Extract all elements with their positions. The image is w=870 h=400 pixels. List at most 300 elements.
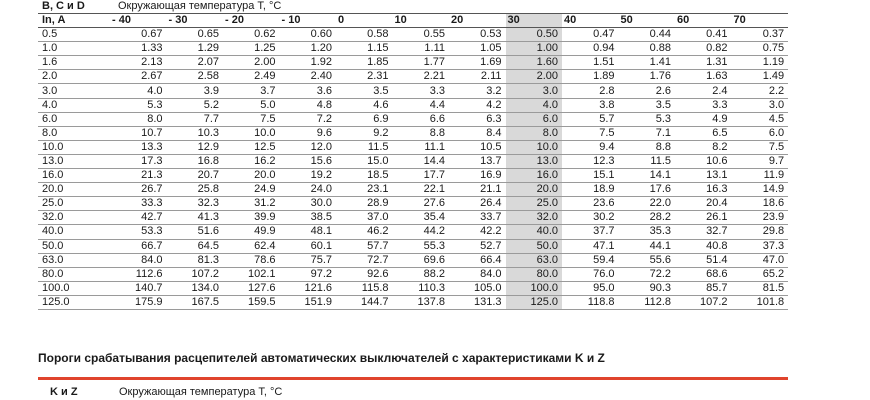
row-header: In, A <box>38 14 110 28</box>
threshold-cell: 8.4 <box>449 126 506 140</box>
threshold-cell: 16.9 <box>449 169 506 183</box>
threshold-cell: 6.5 <box>675 126 732 140</box>
threshold-cell: 16.3 <box>675 183 732 197</box>
threshold-cell: 35.3 <box>619 225 676 239</box>
derating-table <box>38 0 788 310</box>
threshold-cell: 0.37 <box>732 28 789 42</box>
table-row <box>38 98 788 112</box>
threshold-cell: 14.1 <box>619 169 676 183</box>
threshold-cell: 2.40 <box>280 70 337 84</box>
threshold-cell: 80.0 <box>506 267 563 281</box>
current-rating-cell: 50.0 <box>38 239 110 253</box>
current-rating-cell: 4.0 <box>38 98 110 112</box>
threshold-cell: 90.3 <box>619 281 676 295</box>
kz-series-label: K и Z <box>50 386 78 398</box>
threshold-cell: 26.7 <box>110 183 167 197</box>
threshold-cell: 10.0 <box>223 126 280 140</box>
current-rating-cell: 63.0 <box>38 253 110 267</box>
threshold-cell: 66.7 <box>110 239 167 253</box>
threshold-cell: 0.94 <box>562 42 619 56</box>
threshold-cell: 26.4 <box>449 197 506 211</box>
threshold-cell: 2.00 <box>506 70 563 84</box>
temperature-column-header: 40 <box>562 14 619 28</box>
threshold-cell: 2.11 <box>449 70 506 84</box>
threshold-cell: 55.3 <box>393 239 450 253</box>
threshold-cell: 175.9 <box>110 295 167 309</box>
table-row <box>38 28 788 42</box>
temperature-column-header: - 10 <box>280 14 337 28</box>
current-rating-cell: 2.0 <box>38 70 110 84</box>
temperature-column-header: 10 <box>393 14 450 28</box>
current-rating-cell: 10.0 <box>38 140 110 154</box>
threshold-cell: 140.7 <box>110 281 167 295</box>
threshold-cell: 1.89 <box>562 70 619 84</box>
threshold-cell: 14.4 <box>393 154 450 168</box>
threshold-cell: 3.5 <box>336 84 393 98</box>
table-row <box>38 42 788 56</box>
current-rating-cell: 80.0 <box>38 267 110 281</box>
table-row <box>38 239 788 253</box>
threshold-cell: 1.00 <box>506 42 563 56</box>
threshold-cell: 0.75 <box>732 42 789 56</box>
threshold-cell: 1.51 <box>562 56 619 70</box>
threshold-cell: 1.92 <box>280 56 337 70</box>
threshold-cell: 10.6 <box>675 154 732 168</box>
threshold-cell: 1.29 <box>167 42 224 56</box>
threshold-cell: 134.0 <box>167 281 224 295</box>
threshold-cell: 8.2 <box>675 140 732 154</box>
threshold-cell: 88.2 <box>393 267 450 281</box>
threshold-cell: 50.0 <box>506 239 563 253</box>
threshold-cell: 35.4 <box>393 211 450 225</box>
threshold-cell: 13.7 <box>449 154 506 168</box>
threshold-cell: 115.8 <box>336 281 393 295</box>
threshold-cell: 3.0 <box>732 98 789 112</box>
threshold-cell: 23.6 <box>562 197 619 211</box>
threshold-cell: 127.6 <box>223 281 280 295</box>
threshold-cell: 2.4 <box>675 84 732 98</box>
threshold-cell: 1.25 <box>223 42 280 56</box>
threshold-cell: 0.67 <box>110 28 167 42</box>
threshold-cell: 7.1 <box>619 126 676 140</box>
temperature-column-header: - 30 <box>167 14 224 28</box>
threshold-cell: 10.7 <box>110 126 167 140</box>
threshold-cell: 1.60 <box>506 56 563 70</box>
threshold-cell: 1.31 <box>675 56 732 70</box>
threshold-cell: 20.0 <box>223 169 280 183</box>
threshold-cell: 97.2 <box>280 267 337 281</box>
current-rating-cell: 125.0 <box>38 295 110 309</box>
table-row <box>38 211 788 225</box>
threshold-cell: 2.58 <box>167 70 224 84</box>
threshold-cell: 15.1 <box>562 169 619 183</box>
threshold-cell: 75.7 <box>280 253 337 267</box>
threshold-cell: 1.63 <box>675 70 732 84</box>
threshold-cell: 46.2 <box>336 225 393 239</box>
threshold-cell: 1.85 <box>336 56 393 70</box>
threshold-cell: 29.8 <box>732 225 789 239</box>
threshold-cell: 8.0 <box>506 126 563 140</box>
threshold-cell: 112.8 <box>619 295 676 309</box>
threshold-cell: 1.33 <box>110 42 167 56</box>
threshold-cell: 121.6 <box>280 281 337 295</box>
threshold-cell: 16.8 <box>167 154 224 168</box>
temperature-column-header: - 40 <box>110 14 167 28</box>
threshold-cell: 51.6 <box>167 225 224 239</box>
threshold-cell: 125.0 <box>506 295 563 309</box>
threshold-cell: 11.9 <box>732 169 789 183</box>
threshold-cell: 4.8 <box>280 98 337 112</box>
threshold-cell: 15.0 <box>336 154 393 168</box>
temperature-caption: Окружающая температура T, °C <box>118 0 282 12</box>
threshold-cell: 3.3 <box>393 84 450 98</box>
table-row <box>38 56 788 70</box>
threshold-cell: 23.9 <box>732 211 789 225</box>
threshold-cell: 68.6 <box>675 267 732 281</box>
threshold-cell: 137.8 <box>393 295 450 309</box>
threshold-cell: 66.4 <box>449 253 506 267</box>
temperature-column-header: 50 <box>619 14 676 28</box>
threshold-cell: 6.9 <box>336 112 393 126</box>
threshold-cell: 22.0 <box>619 197 676 211</box>
threshold-cell: 102.1 <box>223 267 280 281</box>
threshold-cell: 18.6 <box>732 197 789 211</box>
threshold-cell: 0.50 <box>506 28 563 42</box>
threshold-cell: 20.7 <box>167 169 224 183</box>
threshold-cell: 0.41 <box>675 28 732 42</box>
threshold-cell: 9.7 <box>732 154 789 168</box>
threshold-cell: 4.0 <box>506 98 563 112</box>
threshold-cell: 3.6 <box>280 84 337 98</box>
threshold-cell: 39.9 <box>223 211 280 225</box>
series-label: B, C и D <box>42 0 85 12</box>
threshold-cell: 63.0 <box>506 253 563 267</box>
threshold-cell: 0.55 <box>393 28 450 42</box>
threshold-cell: 0.88 <box>619 42 676 56</box>
threshold-cell: 41.3 <box>167 211 224 225</box>
threshold-cell: 0.62 <box>223 28 280 42</box>
threshold-cell: 13.0 <box>506 154 563 168</box>
threshold-cell: 1.19 <box>732 56 789 70</box>
temperature-column-header: 70 <box>732 14 789 28</box>
threshold-cell: 47.0 <box>732 253 789 267</box>
threshold-cell: 12.9 <box>167 140 224 154</box>
threshold-cell: 5.7 <box>562 112 619 126</box>
threshold-cell: 21.1 <box>449 183 506 197</box>
threshold-cell: 6.6 <box>393 112 450 126</box>
current-rating-cell: 25.0 <box>38 197 110 211</box>
threshold-cell: 6.3 <box>449 112 506 126</box>
current-rating-cell: 20.0 <box>38 183 110 197</box>
threshold-cell: 13.3 <box>110 140 167 154</box>
threshold-cell: 72.7 <box>336 253 393 267</box>
threshold-cell: 52.7 <box>449 239 506 253</box>
threshold-cell: 0.53 <box>449 28 506 42</box>
table-row <box>38 126 788 140</box>
threshold-cell: 14.9 <box>732 183 789 197</box>
table-row <box>38 267 788 281</box>
threshold-cell: 2.49 <box>223 70 280 84</box>
threshold-cell: 7.5 <box>562 126 619 140</box>
threshold-cell: 13.1 <box>675 169 732 183</box>
threshold-cell: 40.8 <box>675 239 732 253</box>
threshold-cell: 7.5 <box>223 112 280 126</box>
threshold-cell: 4.9 <box>675 112 732 126</box>
threshold-cell: 12.3 <box>562 154 619 168</box>
threshold-cell: 100.0 <box>506 281 563 295</box>
threshold-cell: 25.0 <box>506 197 563 211</box>
threshold-cell: 7.2 <box>280 112 337 126</box>
threshold-cell: 6.0 <box>732 126 789 140</box>
threshold-cell: 11.5 <box>336 140 393 154</box>
current-rating-cell: 0.5 <box>38 28 110 42</box>
threshold-cell: 3.2 <box>449 84 506 98</box>
threshold-cell: 12.0 <box>280 140 337 154</box>
threshold-cell: 44.1 <box>619 239 676 253</box>
threshold-cell: 31.2 <box>223 197 280 211</box>
current-rating-cell: 40.0 <box>38 225 110 239</box>
table-row <box>38 112 788 126</box>
threshold-cell: 2.6 <box>619 84 676 98</box>
threshold-cell: 53.3 <box>110 225 167 239</box>
threshold-cell: 110.3 <box>393 281 450 295</box>
table-row <box>38 84 788 98</box>
current-rating-cell: 13.0 <box>38 154 110 168</box>
threshold-cell: 55.6 <box>619 253 676 267</box>
threshold-cell: 84.0 <box>110 253 167 267</box>
threshold-cell: 9.2 <box>336 126 393 140</box>
temperature-column-header: 60 <box>675 14 732 28</box>
threshold-cell: 1.05 <box>449 42 506 56</box>
threshold-cell: 2.00 <box>223 56 280 70</box>
threshold-cell: 1.11 <box>393 42 450 56</box>
threshold-cell: 32.0 <box>506 211 563 225</box>
threshold-cell: 1.69 <box>449 56 506 70</box>
threshold-cell: 32.7 <box>675 225 732 239</box>
threshold-cell: 27.6 <box>393 197 450 211</box>
threshold-cell: 64.5 <box>167 239 224 253</box>
threshold-cell: 1.49 <box>732 70 789 84</box>
threshold-cell: 81.3 <box>167 253 224 267</box>
threshold-cell: 144.7 <box>336 295 393 309</box>
threshold-cell: 20.4 <box>675 197 732 211</box>
threshold-cell: 44.2 <box>393 225 450 239</box>
current-rating-cell: 32.0 <box>38 211 110 225</box>
threshold-cell: 16.2 <box>223 154 280 168</box>
threshold-cell: 28.2 <box>619 211 676 225</box>
threshold-cell: 59.4 <box>562 253 619 267</box>
threshold-cell: 10.5 <box>449 140 506 154</box>
threshold-cell: 2.8 <box>562 84 619 98</box>
threshold-cell: 21.3 <box>110 169 167 183</box>
threshold-cell: 25.8 <box>167 183 224 197</box>
threshold-cell: 0.58 <box>336 28 393 42</box>
threshold-cell: 37.0 <box>336 211 393 225</box>
temperature-column-header: 20 <box>449 14 506 28</box>
threshold-cell: 17.6 <box>619 183 676 197</box>
current-rating-cell: 1.0 <box>38 42 110 56</box>
threshold-cell: 105.0 <box>449 281 506 295</box>
table-row <box>38 70 788 84</box>
threshold-cell: 49.9 <box>223 225 280 239</box>
threshold-cell: 60.1 <box>280 239 337 253</box>
threshold-cell: 92.6 <box>336 267 393 281</box>
threshold-cell: 4.4 <box>393 98 450 112</box>
threshold-cell: 5.0 <box>223 98 280 112</box>
threshold-cell: 42.7 <box>110 211 167 225</box>
temperature-column-header: 30 <box>506 14 563 28</box>
threshold-cell: 33.7 <box>449 211 506 225</box>
section-divider <box>38 377 788 380</box>
threshold-cell: 5.2 <box>167 98 224 112</box>
table-row <box>38 169 788 183</box>
table-row <box>38 281 788 295</box>
threshold-cell: 51.4 <box>675 253 732 267</box>
threshold-cell: 4.2 <box>449 98 506 112</box>
threshold-cell: 2.67 <box>110 70 167 84</box>
threshold-cell: 48.1 <box>280 225 337 239</box>
threshold-cell: 20.0 <box>506 183 563 197</box>
kz-temperature-caption: Окружающая температура T, °C <box>119 386 283 398</box>
threshold-cell: 40.0 <box>506 225 563 239</box>
threshold-cell: 101.8 <box>732 295 789 309</box>
threshold-cell: 72.2 <box>619 267 676 281</box>
threshold-cell: 17.3 <box>110 154 167 168</box>
threshold-cell: 69.6 <box>393 253 450 267</box>
threshold-cell: 4.6 <box>336 98 393 112</box>
threshold-cell: 3.7 <box>223 84 280 98</box>
threshold-cell: 8.8 <box>393 126 450 140</box>
threshold-cell: 8.8 <box>619 140 676 154</box>
threshold-cell: 47.1 <box>562 239 619 253</box>
threshold-cell: 0.60 <box>280 28 337 42</box>
table-row <box>38 197 788 211</box>
threshold-cell: 76.0 <box>562 267 619 281</box>
threshold-cell: 0.44 <box>619 28 676 42</box>
threshold-cell: 10.3 <box>167 126 224 140</box>
current-rating-cell: 1.6 <box>38 56 110 70</box>
threshold-cell: 3.3 <box>675 98 732 112</box>
threshold-cell: 10.0 <box>506 140 563 154</box>
threshold-cell: 18.5 <box>336 169 393 183</box>
threshold-cell: 15.6 <box>280 154 337 168</box>
current-rating-cell: 100.0 <box>38 281 110 295</box>
threshold-cell: 95.0 <box>562 281 619 295</box>
threshold-cell: 9.6 <box>280 126 337 140</box>
threshold-cell: 84.0 <box>449 267 506 281</box>
threshold-cell: 37.7 <box>562 225 619 239</box>
threshold-cell: 62.4 <box>223 239 280 253</box>
threshold-cell: 2.31 <box>336 70 393 84</box>
threshold-cell: 42.2 <box>449 225 506 239</box>
threshold-cell: 18.9 <box>562 183 619 197</box>
current-rating-cell: 16.0 <box>38 169 110 183</box>
threshold-cell: 3.9 <box>167 84 224 98</box>
threshold-cell: 131.3 <box>449 295 506 309</box>
threshold-cell: 11.5 <box>619 154 676 168</box>
threshold-cell: 78.6 <box>223 253 280 267</box>
threshold-cell: 19.2 <box>280 169 337 183</box>
threshold-cell: 38.5 <box>280 211 337 225</box>
table-row <box>38 253 788 267</box>
threshold-cell: 32.3 <box>167 197 224 211</box>
threshold-cell: 6.0 <box>506 112 563 126</box>
threshold-cell: 85.7 <box>675 281 732 295</box>
threshold-cell: 11.1 <box>393 140 450 154</box>
threshold-cell: 151.9 <box>280 295 337 309</box>
table-row <box>38 154 788 168</box>
threshold-cell: 37.3 <box>732 239 789 253</box>
current-rating-cell: 6.0 <box>38 112 110 126</box>
threshold-cell: 26.1 <box>675 211 732 225</box>
threshold-cell: 57.7 <box>336 239 393 253</box>
threshold-cell: 2.2 <box>732 84 789 98</box>
threshold-cell: 12.5 <box>223 140 280 154</box>
threshold-cell: 118.8 <box>562 295 619 309</box>
breaker-table-bcd <box>38 0 788 310</box>
threshold-cell: 2.07 <box>167 56 224 70</box>
threshold-cell: 0.65 <box>167 28 224 42</box>
temperature-column-header: 0 <box>336 14 393 28</box>
threshold-cell: 24.9 <box>223 183 280 197</box>
threshold-cell: 4.5 <box>732 112 789 126</box>
threshold-cell: 4.0 <box>110 84 167 98</box>
table-row <box>38 295 788 309</box>
temperature-column-header: - 20 <box>223 14 280 28</box>
threshold-cell: 159.5 <box>223 295 280 309</box>
threshold-cell: 22.1 <box>393 183 450 197</box>
threshold-cell: 3.0 <box>506 84 563 98</box>
threshold-cell: 28.9 <box>336 197 393 211</box>
threshold-cell: 107.2 <box>167 267 224 281</box>
threshold-cell: 3.8 <box>562 98 619 112</box>
current-rating-cell: 3.0 <box>38 84 110 98</box>
table-row <box>38 225 788 239</box>
threshold-cell: 30.0 <box>280 197 337 211</box>
threshold-cell: 1.20 <box>280 42 337 56</box>
current-rating-cell: 8.0 <box>38 126 110 140</box>
threshold-cell: 112.6 <box>110 267 167 281</box>
threshold-cell: 9.4 <box>562 140 619 154</box>
threshold-cell: 1.15 <box>336 42 393 56</box>
threshold-cell: 1.77 <box>393 56 450 70</box>
threshold-cell: 33.3 <box>110 197 167 211</box>
threshold-cell: 16.0 <box>506 169 563 183</box>
threshold-cell: 5.3 <box>110 98 167 112</box>
threshold-cell: 8.0 <box>110 112 167 126</box>
threshold-cell: 0.82 <box>675 42 732 56</box>
threshold-cell: 1.41 <box>619 56 676 70</box>
table-row <box>38 183 788 197</box>
threshold-cell: 1.76 <box>619 70 676 84</box>
threshold-cell: 167.5 <box>167 295 224 309</box>
threshold-cell: 0.47 <box>562 28 619 42</box>
threshold-cell: 7.5 <box>732 140 789 154</box>
threshold-cell: 30.2 <box>562 211 619 225</box>
threshold-cell: 23.1 <box>336 183 393 197</box>
threshold-cell: 81.5 <box>732 281 789 295</box>
threshold-cell: 7.7 <box>167 112 224 126</box>
threshold-cell: 2.13 <box>110 56 167 70</box>
table-row <box>38 140 788 154</box>
threshold-cell: 65.2 <box>732 267 789 281</box>
threshold-cell: 107.2 <box>675 295 732 309</box>
threshold-cell: 17.7 <box>393 169 450 183</box>
threshold-cell: 2.21 <box>393 70 450 84</box>
threshold-cell: 24.0 <box>280 183 337 197</box>
threshold-cell: 3.5 <box>619 98 676 112</box>
section-title: Пороги срабатывания расцепителей автоматических выключателей с характеристиками K и Z <box>38 351 605 365</box>
